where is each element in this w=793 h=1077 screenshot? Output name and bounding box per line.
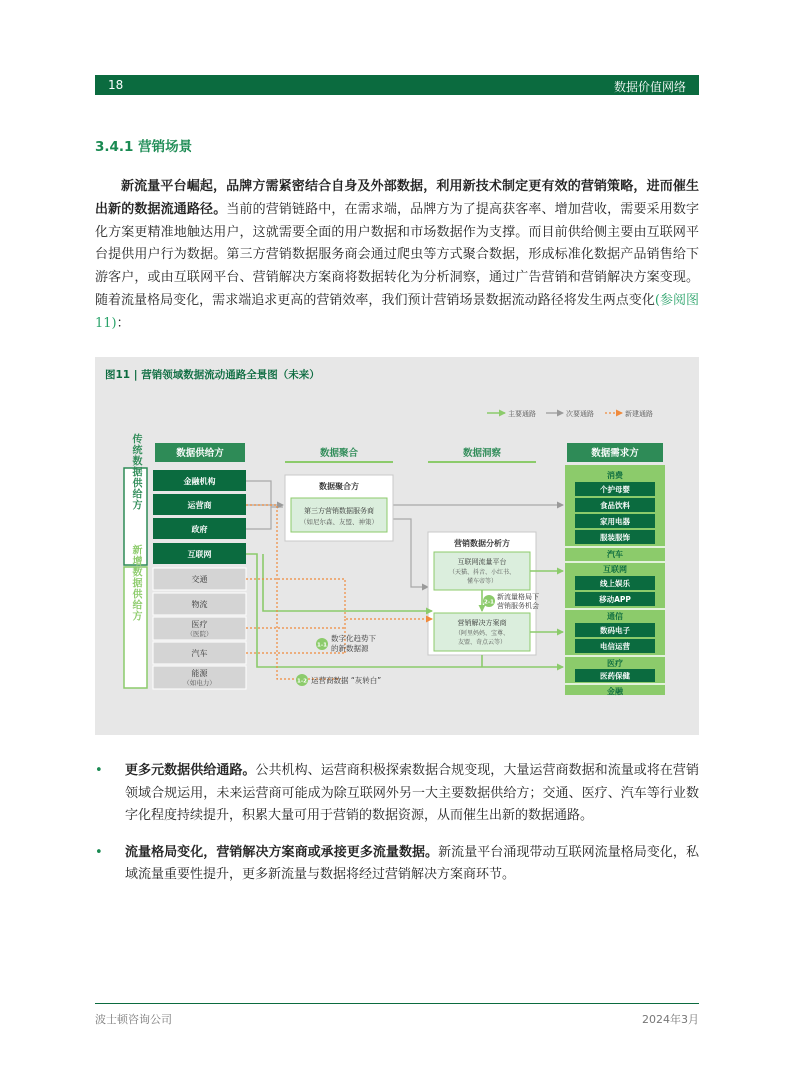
solution-provider-line2: （阿里妈妈、宝尊、 [454,630,510,637]
analyst-title: 营销数据分析方 [454,539,510,548]
source-logistics: 物流 [191,600,208,609]
legend-new: 新建通路 [625,410,653,418]
new-sources [153,568,246,689]
section-title: 3.4.1 营销场景 [95,139,193,155]
page-number: 18 [108,78,124,92]
intro-text: 当前的营销链路中，在需求端，品牌方为了提高获客率、增加营收，需要采用数字化方案更精准地触达用户，这就需要全面的用户数据和市场数据作为支撑。而目前供给侧主要由互联网平台提供用户行为数据。第三方营销数据服务商会通过爬虫等方式聚合数据，形成标准化数据产品销售给下游客户，或由互联网平台、营销解决方案商将数据转化为分析洞察，通过广告营销和营销解决方案变现。随着流量格局变化，需求端追求更高的营销效率，我们预计营销场景数据流动路径将发生两点变化 [95,201,699,308]
bullet-dot-icon: • [95,844,103,860]
demand-item: 家用电器 [600,517,630,526]
bullet-text: 新流量平台涌现带动互联网流量格局变化，私域流量重要性提升，更多新流量与数据将经过营销解决方案商环节。 [125,844,699,882]
source-medical-sub: （医院） [186,630,213,638]
stage-header-supplier: 数据供给方 [176,448,224,459]
stage-header-aggregation: 数据聚合 [319,448,359,459]
aggregator-line2: （如尼尔森、友盟、神策） [300,518,378,526]
footer-company: 波士顿咨询公司 [95,1013,172,1026]
demand-consumer-label: 消费 [607,471,623,480]
demand-item: 服装服饰 [600,533,630,542]
demand-telecom-label: 通信 [607,612,623,621]
traditional-sources [153,470,246,564]
demand-auto-label: 汽车 [607,550,623,559]
annotation-text: 的新数据源 [331,644,369,653]
annotation-carrier-data [296,674,381,686]
aggregator-title: 数据聚合方 [319,482,359,491]
demand-item: 医药保健 [600,671,630,681]
demand-item: 移动APP [599,595,631,604]
legend-main: 主要通路 [508,410,536,418]
bullet-bold: 更多元数据供给通路。 [125,763,256,778]
legend [487,409,653,418]
source-internet: 互联网 [187,550,212,559]
bullet-item [95,760,699,828]
intro-bold: 新流量平台崛起，品牌方需紧密结合自身及外部数据，利用新技术制定更有效的营销策略，进而催生出新的数据流通路径。 [95,179,699,217]
figure-11 [95,357,699,735]
annotation-badge: 2-1 [484,599,494,606]
header-title: 数据价值网络 [613,80,686,94]
aggregator-line1: 第三方营销数据服务商 [304,507,374,515]
bullet-bold: 流量格局变化，营销解决方案商或承接更多流量数据。 [125,844,439,860]
annotation-text: 运营商数据 “灰转白” [311,676,382,685]
bullet-list [95,760,699,901]
traffic-platform-line2: （天猫、抖音、小红书、 [448,569,516,576]
figure-title: 图11 | 营销领域数据流动通路全景图（未来） [105,369,320,381]
page-header [95,75,699,95]
demand-item: 电信运营 [600,642,630,651]
source-energy: 能源 [191,669,208,678]
solution-provider-line1: 营销解决方案商 [457,619,507,627]
flow-diagram [95,357,699,735]
annotation-text: 数字化趋势下 [331,634,376,643]
footer-date: 2024年3月 [642,1013,699,1026]
source-transport: 交通 [191,575,208,584]
intro-paragraph [95,176,699,336]
source-medical: 医疗 [191,620,208,629]
stage-header-demand: 数据需求方 [591,448,639,459]
stage-header-insight: 数据洞察 [462,448,502,459]
traditional-label: 传统数据供给方 [130,433,141,511]
demand-finance-label: 金融 [607,687,623,696]
annotation-text: 营销服务机会 [497,602,539,610]
aggregator-inner [291,498,387,532]
intro-end: ： [116,315,130,331]
demand-internet-label: 互联网 [603,565,627,574]
footer-divider [95,1003,699,1004]
bullet-text: 公共机构、运营商积极探索数据合规变现，大量运营商数据和流量或将在营销领域合规运用，未来运营商可能成为除互联网外另一大主要数据供给方；交通、医疗、汽车等行业数字化程度持续提升，积累大量可用于营销的数据资源，从而催生出新的数据通路。 [125,763,699,823]
traffic-platform-line3: 懂车帝等） [466,578,498,585]
annotation-badge: 1-2 [297,678,307,685]
traffic-platform-line1: 互联网流量平台 [457,558,507,566]
source-government: 政府 [191,525,208,534]
solution-provider-line3: 友盟、奇点云等） [457,639,507,646]
demand-medical-label: 医疗 [607,659,623,668]
annotation-badge: 1-1 [317,642,327,649]
annotation-text: 新流量格局下 [497,593,539,601]
demand-item: 个护母婴 [600,485,630,494]
demand-item: 线上娱乐 [600,579,630,588]
bullet-item [95,842,699,887]
source-finance: 金融机构 [183,477,216,486]
source-energy-sub: （如电力） [183,679,216,687]
legend-secondary: 次要通路 [566,410,594,418]
annotation-new-sources [316,633,376,653]
new-label: 新增数据供给方 [130,544,141,622]
demand-item: 食品饮料 [600,501,630,510]
demand-item: 数码电子 [600,626,630,635]
bullet-dot-icon: • [95,763,103,778]
source-auto: 汽车 [191,649,208,658]
figure-reference-link[interactable]: (参阅图 11) [95,292,699,331]
source-carrier: 运营商 [187,501,212,510]
